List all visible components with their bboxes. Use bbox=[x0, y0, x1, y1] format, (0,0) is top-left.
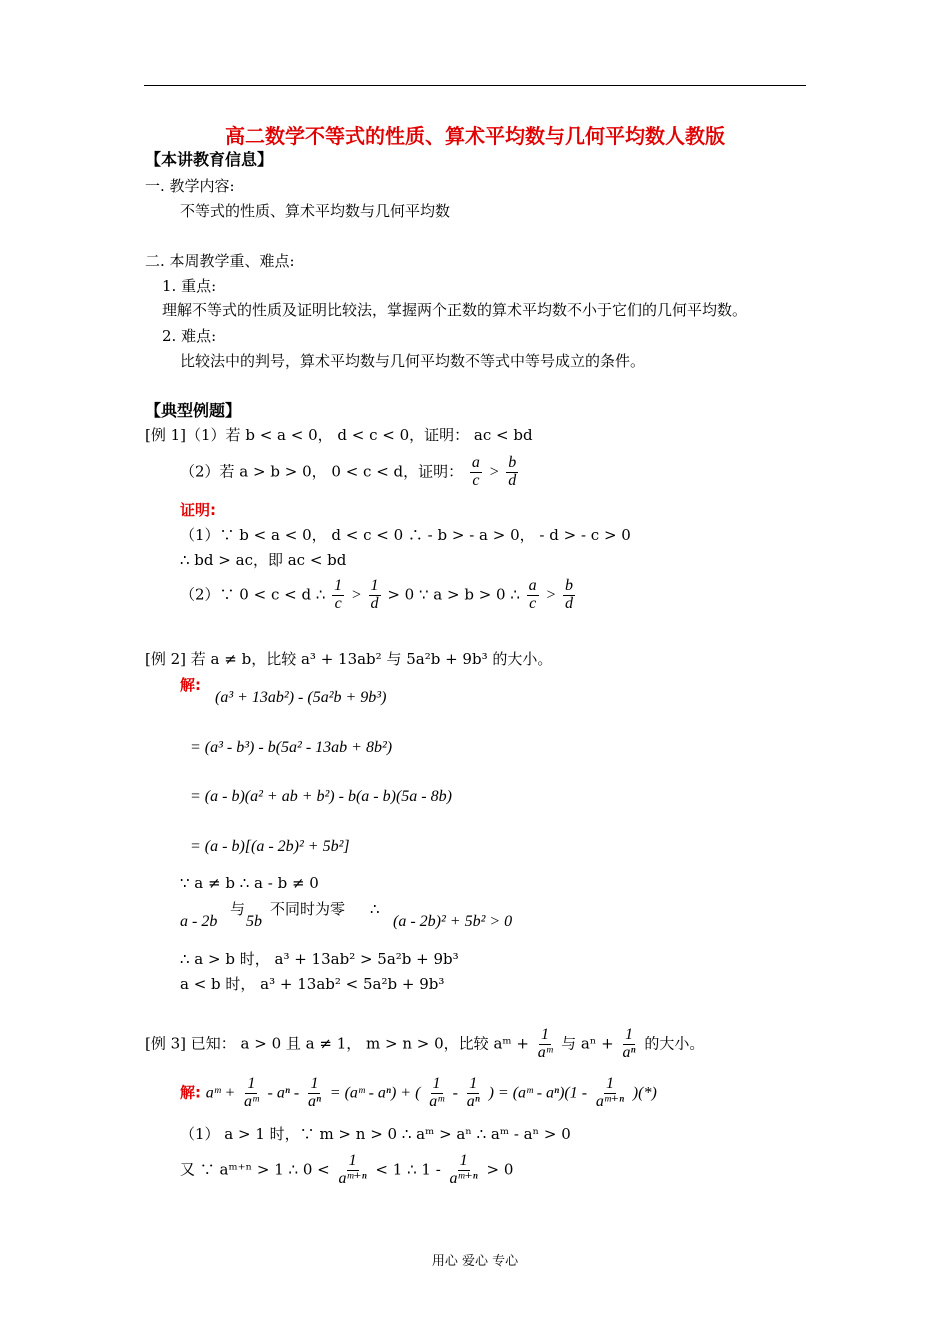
solution-line-4: = (a - b)[(a - 2b)² + 5b²] bbox=[190, 838, 350, 855]
proof-line-3: （2）∵ 0 < c < d ∴ $\frac{1}{c}$ > $\frac{1}{d}$ > 0 ∵ a > b > 0 ∴ $\frac{a}{c}$ > $\frac{b}{d}$ bbox=[180, 577, 574, 612]
fraction-1-over-am: $\frac{1}{\text{aᵐ}}$ bbox=[244, 1075, 259, 1110]
fraction-1-over-amn: $\frac{1}{\text{aᵐ⁺ⁿ}}$ bbox=[595, 1075, 625, 1110]
solution-label: 解: bbox=[180, 676, 201, 694]
example-2-question: [例 2] 若 a ≠ b，比较 a³ + 13ab² 与 5a²b + 9b³ 的大小。 bbox=[145, 650, 553, 668]
word-and: 与 bbox=[230, 900, 246, 918]
fraction-a-over-c: $\frac{a}{c}$ bbox=[528, 577, 537, 612]
fraction-b-over-d: $\frac{b}{d}$ bbox=[565, 577, 574, 612]
solution-line-1: (a³ + 13ab²) - (5a²b + 9b³) bbox=[215, 689, 387, 706]
fraction-1-over-an: $\frac{1}{\text{aⁿ}}$ bbox=[307, 1075, 322, 1110]
fraction-1-over-amn: $\frac{1}{\text{aᵐ⁺ⁿ}}$ bbox=[338, 1152, 367, 1187]
section-1-text: 不等式的性质、算术平均数与几何平均数 bbox=[180, 202, 451, 220]
solution-line-7: ∴ a > b 时， a³ + 13ab² > 5a²b + 9b³ bbox=[180, 950, 459, 968]
section-2-label: 二. 本周教学重、难点: bbox=[145, 252, 295, 270]
difficulty-text: 比较法中的判号，算术平均数与几何平均数不等式中等号成立的条件。 bbox=[180, 352, 646, 370]
key-point-text: 理解不等式的性质及证明比较法，掌握两个正数的算术平均数不小于它们的几何平均数。 bbox=[162, 301, 748, 319]
expr-positive: (a - 2b)² + 5b² > 0 bbox=[393, 913, 513, 930]
solution-line-5: ∵ a ≠ b ∴ a - b ≠ 0 bbox=[180, 874, 319, 892]
solution-line-2: = (a³ - b³) - b(5a² - 13ab + 8b²) bbox=[190, 739, 393, 756]
key-point-label: 1. 重点: bbox=[162, 277, 217, 295]
proof-label: 证明: bbox=[180, 501, 216, 519]
fraction-b-over-d: $\frac{b}{d}$ bbox=[508, 454, 517, 489]
case-1-line: （1） a > 1 时，∵ m > n > 0 ∴ aᵐ > aⁿ ∴ aᵐ - aⁿ > 0 bbox=[180, 1125, 571, 1143]
fraction-1-over-an: $\frac{1}{\text{aⁿ}}$ bbox=[622, 1026, 636, 1061]
expr-5b: 5b bbox=[246, 913, 262, 930]
solution-line-8: a < b 时， a³ + 13ab² < 5a²b + 9b³ bbox=[180, 975, 445, 993]
example-1-question-1: [例 1]（1）若 b < a < 0， d < c < 0，证明： ac < bd bbox=[145, 426, 533, 444]
difficulty-label: 2. 难点: bbox=[162, 327, 217, 345]
proof-line-2: ∴ bd > ac，即 ac < bd bbox=[180, 551, 347, 569]
section-1-label: 一. 教学内容: bbox=[145, 177, 235, 195]
example-3-solution: 解: aᵐ + $\frac{1}{\text{aᵐ}}$ - aⁿ - $\frac{1}{\text{aⁿ}}$ = (aᵐ - aⁿ) + ( $\frac{1}{\text{aᵐ}}$ - $\frac{1}{\text{aⁿ}}$ ) = (aᵐ - aⁿ)(1 - $\frac{1}{\text{aᵐ⁺ⁿ}}$ )(*) bbox=[180, 1075, 657, 1110]
expr-a-minus-2b: a - 2b bbox=[180, 913, 218, 930]
example-3-question: [例 3] 已知： a > 0 且 a ≠ 1， m > n > 0，比较 aᵐ + $\frac{1}{\text{aᵐ}}$ 与 aⁿ + $\frac{1}{\text{aⁿ}}$ 的大小。 bbox=[145, 1026, 705, 1061]
header-rule bbox=[144, 85, 806, 86]
fraction-1-over-c: $\frac{1}{c}$ bbox=[334, 577, 343, 612]
therefore-symbol: ∴ bbox=[370, 900, 380, 918]
example-1-question-2: （2）若 a > b > 0， 0 < c < d，证明： $\frac{a}{c}$ > $\frac{b}{d}$ bbox=[180, 454, 517, 489]
proof-line-1: （1）∵ b < a < 0， d < c < 0 ∴ - b > - a > 0， - d > - c > 0 bbox=[180, 526, 631, 544]
fraction-1-over-amn: $\frac{1}{\text{aᵐ⁺ⁿ}}$ bbox=[449, 1152, 478, 1187]
fraction-a-over-c: $\frac{a}{c}$ bbox=[471, 454, 480, 489]
solution-line-3: = (a - b)(a² + ab + b²) - b(a - b)(5a - 8b) bbox=[190, 788, 452, 805]
case-1-continued: 又 ∵ aᵐ⁺ⁿ > 1 ∴ 0 < $\frac{1}{\text{aᵐ⁺ⁿ}}$ < 1 ∴ 1 - $\frac{1}{\text{aᵐ⁺ⁿ}}$ > 0 bbox=[180, 1152, 514, 1187]
page-title: 高二数学不等式的性质、算术平均数与几何平均数人教版 bbox=[225, 124, 725, 148]
fraction-1-over-an: $\frac{1}{\text{aⁿ}}$ bbox=[466, 1075, 480, 1110]
fraction-1-over-d: $\frac{1}{d}$ bbox=[370, 577, 379, 612]
fraction-1-over-am: $\frac{1}{\text{aᵐ}}$ bbox=[537, 1026, 553, 1061]
not-both-zero-text: 不同时为零 bbox=[270, 900, 346, 918]
fraction-1-over-am: $\frac{1}{\text{aᵐ}}$ bbox=[429, 1075, 444, 1110]
page-footer: 用心 爱心 专心 bbox=[431, 1254, 519, 1269]
info-header: 【本讲教育信息】 bbox=[145, 150, 274, 169]
examples-header: 【典型例题】 bbox=[145, 401, 242, 420]
